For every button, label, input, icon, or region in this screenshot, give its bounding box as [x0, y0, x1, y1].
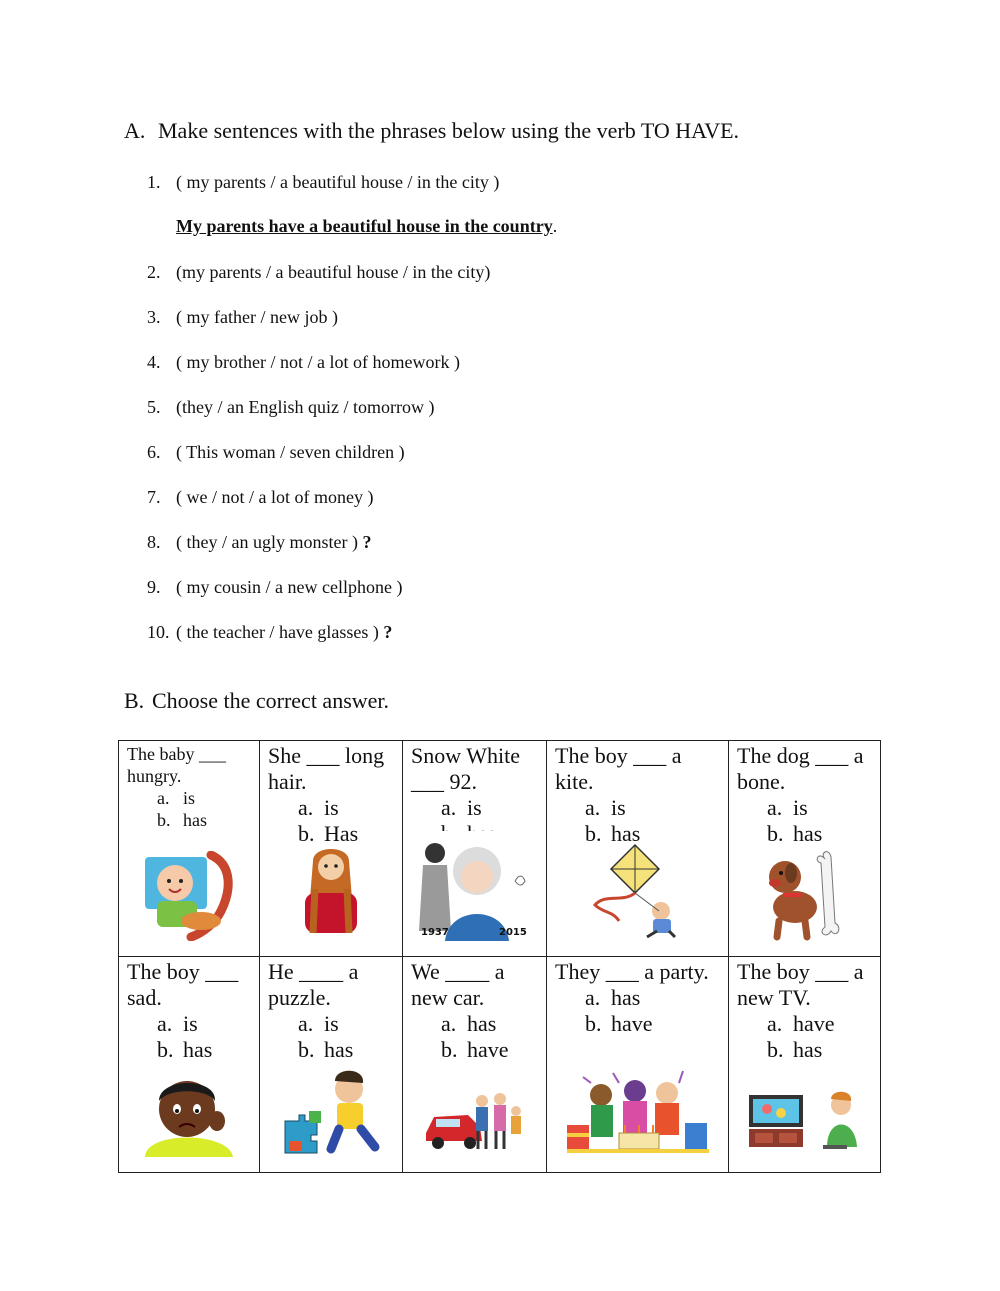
item-number: 5.: [147, 397, 161, 417]
snow-white-icon: [415, 831, 535, 946]
option-b-letter: b.: [585, 821, 602, 846]
exercise-item: [147, 307, 338, 328]
option-b-letter: b.: [767, 1037, 784, 1062]
item-question-mark: ?: [383, 622, 393, 642]
question-sentence: The boy ___ sad.: [127, 959, 239, 1010]
exercise-item: [147, 352, 460, 373]
party-icon: [563, 1069, 713, 1162]
item-prompt: ( This woman / seven children ): [176, 442, 405, 462]
option-a-letter: a.: [157, 788, 170, 808]
question-cell: [403, 957, 547, 1173]
option-b[interactable]: [157, 809, 251, 831]
section-a-letter: A.: [124, 118, 146, 143]
option-a-text: is: [324, 795, 339, 820]
snow-white-year-2015: 2015: [498, 927, 527, 938]
option-a-letter: a.: [298, 795, 314, 820]
question-sentence: Snow White ___ 92.: [411, 743, 520, 794]
option-a-letter: a.: [441, 795, 457, 820]
section-b-title: [124, 688, 389, 714]
option-b[interactable]: [585, 1011, 720, 1037]
item-number: 4.: [147, 352, 161, 372]
item-prompt: ( we / not / a lot of money ): [176, 487, 374, 507]
option-b[interactable]: [298, 1037, 394, 1063]
question-sentence: She ___ long hair.: [268, 743, 385, 794]
option-a-text: is: [793, 795, 808, 820]
item-prompt: (they / an English quiz / tomorrow ): [176, 397, 435, 417]
option-a-letter: a.: [585, 795, 601, 820]
option-a-text: is: [183, 788, 196, 808]
example-answer-period: .: [552, 216, 558, 236]
question-cell: [729, 741, 881, 957]
question-cell: [729, 957, 881, 1173]
exercise-item: [147, 532, 371, 553]
section-a-instruction: Make sentences with the phrases below using the verb TO HAVE.: [158, 118, 740, 143]
item-number: 1.: [147, 172, 161, 192]
option-a-letter: a.: [767, 795, 783, 820]
option-a-text: is: [324, 1011, 339, 1036]
dog-bone-icon: [755, 849, 855, 946]
item-prompt: ( my parents / a beautiful house / in the city ): [176, 172, 500, 192]
option-b-letter: b.: [585, 1011, 602, 1036]
exercise-item: [147, 172, 499, 193]
option-a[interactable]: [767, 795, 872, 821]
option-a-letter: a.: [298, 1011, 314, 1036]
option-a-text: has: [467, 1011, 497, 1036]
option-a-text: is: [183, 1011, 198, 1036]
item-number: 10.: [147, 622, 170, 642]
option-a-text: is: [467, 795, 482, 820]
option-b-text: have: [467, 1037, 509, 1062]
option-b[interactable]: [157, 1037, 251, 1063]
item-number: 8.: [147, 532, 161, 552]
option-a-text: has: [611, 985, 641, 1010]
question-sentence: The boy ___ a kite.: [555, 743, 682, 794]
item-prompt: ( my father / new job ): [176, 307, 338, 327]
question-cell: [260, 957, 403, 1173]
option-b-text: have: [611, 1011, 653, 1036]
item-prompt: ( the teacher / have glasses ): [176, 622, 379, 642]
item-number: 9.: [147, 577, 161, 597]
example-answer-text: My parents have a beautiful house in the country: [176, 216, 553, 236]
question-cell: [547, 741, 729, 957]
option-a[interactable]: [157, 787, 251, 809]
question-sentence: The baby ___ hungry.: [127, 744, 226, 786]
question-cell: [119, 741, 260, 957]
exercise-item: [147, 262, 490, 283]
option-a-letter: a.: [157, 1011, 173, 1036]
option-a-text: is: [611, 795, 626, 820]
item-number: 3.: [147, 307, 161, 327]
option-b-letter: b.: [157, 1037, 174, 1062]
option-b-letter: b.: [441, 1037, 458, 1062]
puzzle-icon: [279, 1067, 383, 1162]
exercise-item: [147, 577, 402, 598]
option-b-letter: b.: [767, 821, 784, 846]
exercise-item: [147, 622, 392, 643]
question-sentence: They ___ a party.: [555, 959, 709, 984]
sad-boy-icon: [139, 1071, 239, 1162]
option-b[interactable]: [767, 821, 872, 847]
exercise-item: [147, 487, 373, 508]
question-sentence: We ____ a new car.: [411, 959, 505, 1010]
question-cell: [547, 957, 729, 1173]
option-b[interactable]: [767, 1037, 872, 1063]
item-prompt: ( my cousin / a new cellphone ): [176, 577, 403, 597]
option-a[interactable]: [767, 1011, 872, 1037]
family-car-icon: [420, 1087, 530, 1162]
item-prompt: (my parents / a beautiful house / in the city): [176, 262, 491, 282]
option-a-letter: a.: [585, 985, 601, 1010]
option-b-letter: b.: [298, 1037, 315, 1062]
baby-eating-icon: [141, 851, 237, 946]
option-a-letter: a.: [441, 1011, 457, 1036]
exercise-item: [147, 442, 405, 463]
option-a[interactable]: [441, 795, 538, 821]
snow-white-year-1937: 1937: [420, 927, 449, 938]
section-a-title: [124, 118, 739, 144]
question-cell: [403, 741, 547, 957]
option-a-letter: a.: [767, 1011, 783, 1036]
item-number: 7.: [147, 487, 161, 507]
option-a[interactable]: [441, 1011, 538, 1037]
option-b[interactable]: [441, 1037, 538, 1063]
item-number: 6.: [147, 442, 161, 462]
item-prompt: ( my brother / not / a lot of homework ): [176, 352, 460, 372]
option-a-text: have: [793, 1011, 835, 1036]
question-sentence: He ____ a puzzle.: [268, 959, 359, 1010]
tv-icon: [747, 1087, 863, 1162]
option-b-letter: b.: [298, 821, 315, 846]
item-prompt: ( they / an ugly monster ): [176, 532, 358, 552]
example-answer: [176, 216, 557, 237]
answer-grid: [118, 740, 881, 1173]
option-b-letter: b.: [157, 810, 171, 830]
option-a[interactable]: [585, 795, 720, 821]
section-b-instruction: Choose the correct answer.: [152, 688, 390, 713]
option-b-text: has: [183, 810, 207, 830]
kite-icon: [583, 841, 693, 946]
option-b-text: has: [793, 821, 823, 846]
option-a[interactable]: [585, 985, 720, 1011]
option-b-text: Has: [324, 821, 359, 846]
section-b-letter: B.: [124, 688, 145, 713]
option-b-text: has: [324, 1037, 354, 1062]
option-b-text: has: [611, 821, 641, 846]
option-a[interactable]: [298, 1011, 394, 1037]
girl-long-hair-icon: [291, 841, 371, 946]
item-question-mark: ?: [362, 532, 372, 552]
item-number: 2.: [147, 262, 161, 282]
option-b-text: has: [793, 1037, 823, 1062]
question-cell: [260, 741, 403, 957]
question-sentence: The dog ___ a bone.: [737, 743, 864, 794]
option-b-text: has: [183, 1037, 213, 1062]
exercise-item: [147, 397, 434, 418]
option-a[interactable]: [298, 795, 394, 821]
option-a[interactable]: [157, 1011, 251, 1037]
question-sentence: The boy ___ a new TV.: [737, 959, 864, 1010]
question-cell: [119, 957, 260, 1173]
